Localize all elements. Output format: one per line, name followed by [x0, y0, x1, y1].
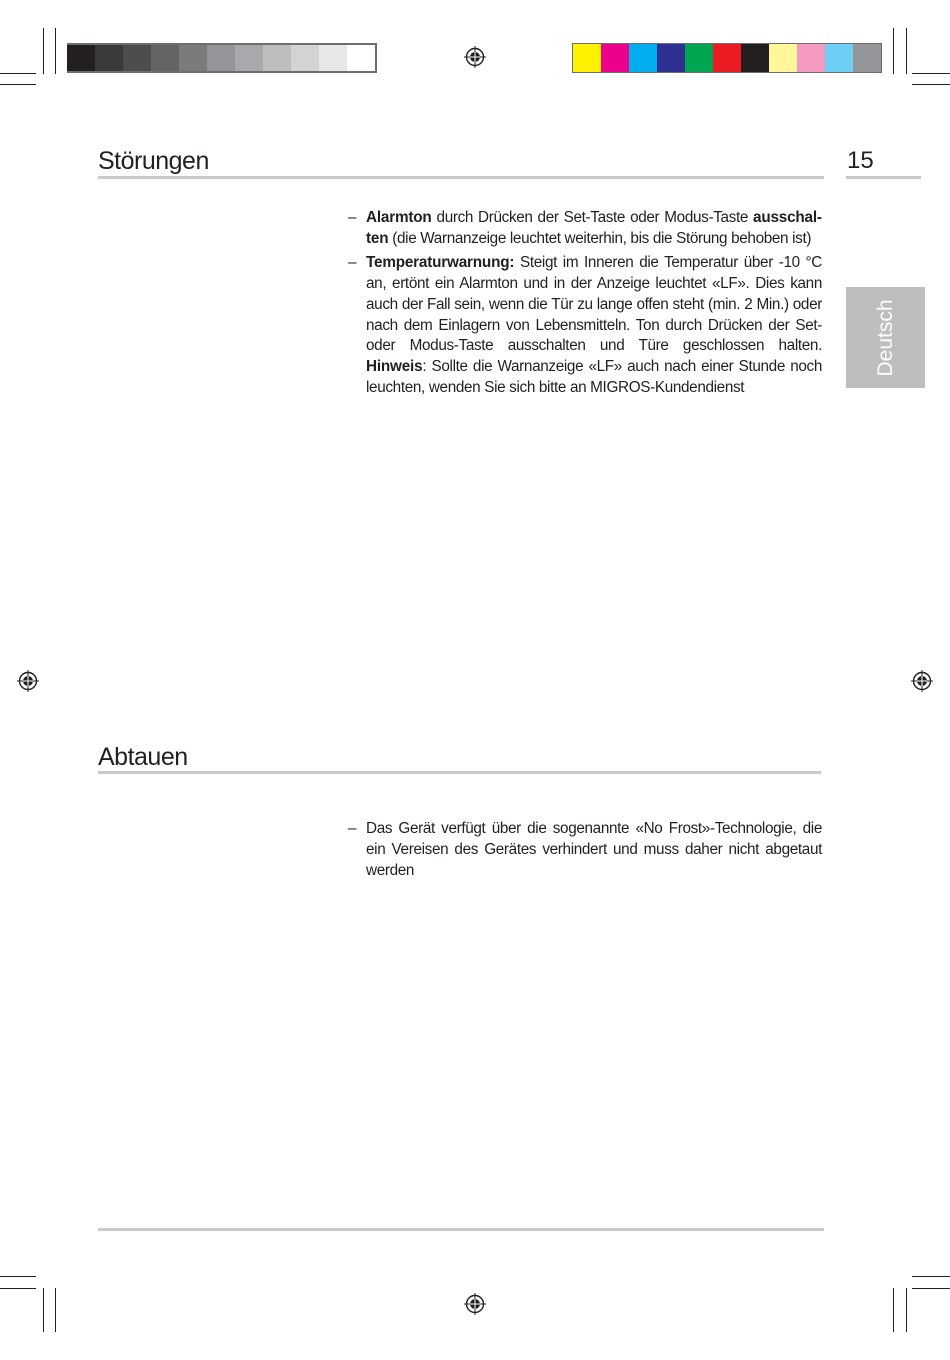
- color-swatch: [769, 44, 797, 72]
- color-swatch: [319, 45, 347, 71]
- list-dash: –: [348, 253, 357, 271]
- color-swatch: [179, 45, 207, 71]
- color-swatch: [853, 44, 881, 72]
- item-text: : Sollte die Warnanzeige «LF» auch nach einer Stunde noch leuchten, wenden Sie sich bitte an MIGROS-Kundendienst: [366, 358, 822, 397]
- color-swatch: [797, 44, 825, 72]
- term-alarmton: Alarmton: [366, 209, 432, 226]
- section-rule: [98, 176, 824, 179]
- term-hinweis: Hinweis: [366, 358, 423, 376]
- section-title-stoerungen: Störungen: [98, 147, 209, 175]
- language-tab-label: Deutsch: [873, 298, 897, 377]
- footer-rule: [98, 1228, 824, 1231]
- color-swatch: [151, 45, 179, 71]
- section-rule: [98, 771, 821, 774]
- color-swatch: [629, 44, 657, 72]
- color-swatch: [713, 44, 741, 72]
- registration-mark-icon: [464, 1293, 486, 1315]
- abtauen-list: [348, 819, 822, 885]
- list-item: [348, 208, 822, 250]
- registration-mark-icon: [464, 46, 486, 68]
- registration-mark-icon: [17, 670, 39, 692]
- section-title-abtauen: Abtauen: [98, 743, 188, 771]
- registration-mark-icon: [911, 670, 933, 692]
- list-item: [348, 819, 822, 882]
- term-temperaturwarnung: Temperaturwarnung:: [366, 253, 515, 271]
- color-swatch: [657, 44, 685, 72]
- stoerungen-list: [348, 208, 822, 402]
- grayscale-color-bar: [67, 43, 377, 73]
- item-text: durch Drücken der Set-Taste oder Modus-Taste: [431, 209, 754, 226]
- color-swatch: [67, 45, 95, 71]
- term-ausschalten: ausschalten: [366, 209, 822, 247]
- color-swatch: [573, 44, 601, 72]
- page-number-rule: [846, 176, 921, 179]
- list-dash: –: [348, 209, 357, 226]
- color-swatch: [741, 44, 769, 72]
- color-swatch: [685, 44, 713, 72]
- color-swatch: [291, 45, 319, 71]
- process-color-bar: [572, 43, 882, 73]
- item-text: Steigt im Inneren die Temperatur über -10 °C an, ertönt ein Alarmton und in der Anzeige leuchtet «LF». Dies kann auch der Fall sein, wenn die Tür zu lange offen steht (min. 2 Min.) oder nach dem Einlagern von Lebensmitteln. Ton durch Drücken der Set- oder Modus-Taste ausschalten und Türe geschlossen halten.: [366, 253, 822, 355]
- list-dash: –: [348, 820, 357, 837]
- color-swatch: [123, 45, 151, 71]
- language-tab: [846, 287, 925, 388]
- color-swatch: [825, 44, 853, 72]
- color-swatch: [207, 45, 235, 71]
- item-text: Das Gerät verfügt über die sogenannte «No Frost»-Technologie, die ein Vereisen des Gerätes verhindert und muss daher nicht abgetaut werden: [366, 820, 822, 879]
- color-swatch: [601, 44, 629, 72]
- color-swatch: [263, 45, 291, 71]
- list-item: [348, 253, 822, 399]
- color-swatch: [347, 45, 375, 71]
- color-swatch: [235, 45, 263, 71]
- item-text: (die Warnanzeige leuchtet weiterhin, bis die Störung behoben ist): [388, 229, 812, 247]
- color-swatch: [95, 45, 123, 71]
- page-number: 15: [847, 147, 874, 174]
